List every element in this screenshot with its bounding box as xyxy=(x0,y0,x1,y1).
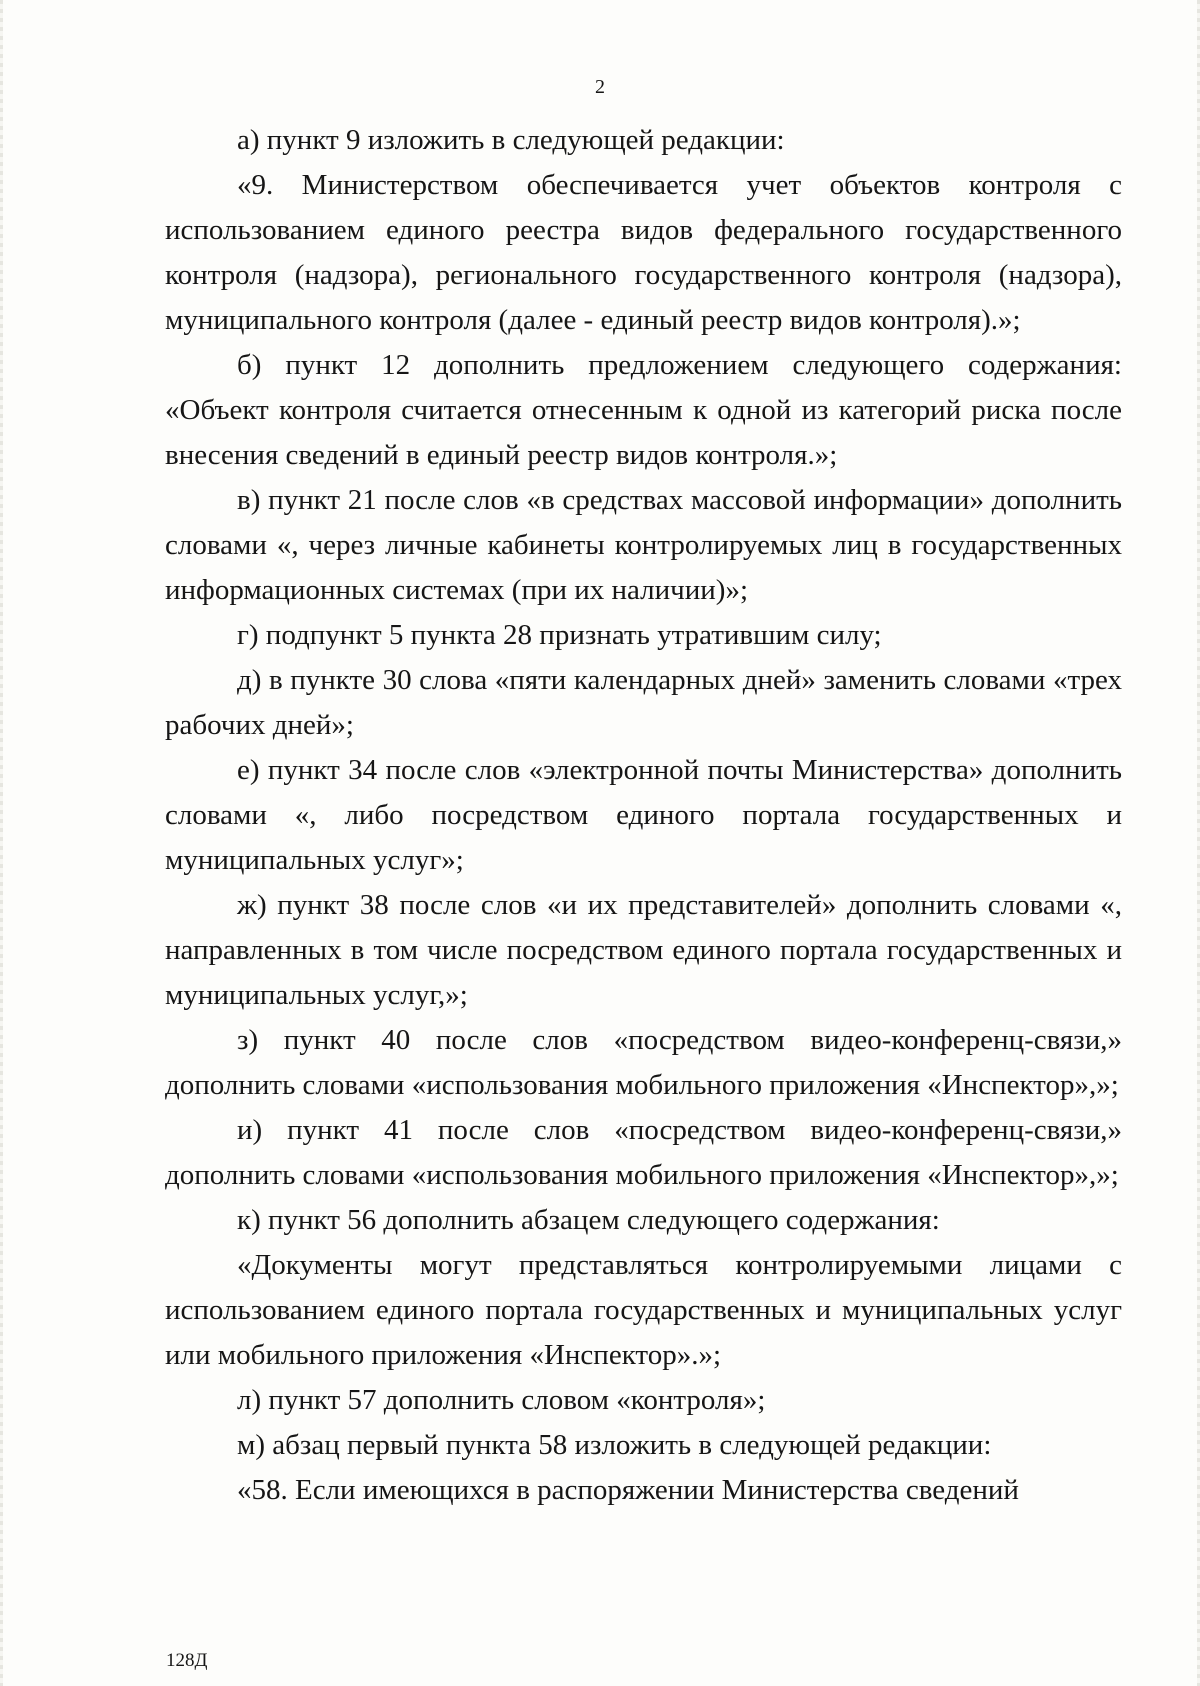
paragraph-e: е) пункт 34 после слов «электронной почты Министерства» дополнить словами «, либо посредством единого портала государственных и муниципальных услуг»; xyxy=(165,754,1122,876)
paragraph-9-text: «9. Министерством обеспечивается учет объектов контроля с использованием единого реестра видов федерального государственного контроля (надзора), регионального государственного контроля (надзора), муниципального контроля (далее - единый реестр видов контроля).»; xyxy=(165,169,1122,336)
paragraph-v: в) пункт 21 после слов «в средствах массовой информации» дополнить словами «, через личные кабинеты контролируемых лиц в государственных информационных системах (при их наличии)»; xyxy=(165,484,1122,606)
page-number: 2 xyxy=(595,76,605,98)
paragraph-g: г) подпункт 5 пункта 28 признать утратившим силу; xyxy=(237,619,882,651)
paragraph-l: л) пункт 57 дополнить словом «контроля»; xyxy=(237,1384,766,1416)
document-body xyxy=(165,118,1122,1513)
paragraph-i: и) пункт 41 после слов «посредством видео-конференц-связи,» дополнить словами «использования мобильного приложения «Инспектор»,»; xyxy=(165,1114,1122,1191)
paragraph-b: б) пункт 12 дополнить предложением следующего содержания: «Объект контроля считается отнесенным к одной из категорий риска после внесения сведений в единый реестр видов контроля.»; xyxy=(165,349,1122,471)
paragraph-d: д) в пункте 30 слова «пяти календарных дней» заменить словами «трех рабочих дней»; xyxy=(165,664,1122,741)
footer-code: 128Д xyxy=(166,1650,208,1671)
paragraph-documents-text: «Документы могут представляться контролируемыми лицами с использованием единого портала государственных и муниципальных услуг или мобильного приложения «Инспектор».»; xyxy=(165,1249,1122,1371)
paragraph-m: м) абзац первый пункта 58 изложить в следующей редакции: xyxy=(237,1429,992,1461)
paragraph-a: а) пункт 9 изложить в следующей редакции: xyxy=(237,124,785,156)
paragraph-zh: ж) пункт 38 после слов «и их представителей» дополнить словами «, направленных в том числе посредством единого портала государственных и муниципальных услуг,»; xyxy=(165,889,1122,1011)
paragraph-58-text: «58. Если имеющихся в распоряжении Министерства сведений xyxy=(237,1474,1019,1506)
paragraph-z: з) пункт 40 после слов «посредством видео-конференц-связи,» дополнить словами «использования мобильного приложения «Инспектор»,»; xyxy=(165,1024,1122,1101)
paragraph-k: к) пункт 56 дополнить абзацем следующего содержания: xyxy=(237,1204,940,1236)
scan-edge-left xyxy=(0,0,3,1686)
